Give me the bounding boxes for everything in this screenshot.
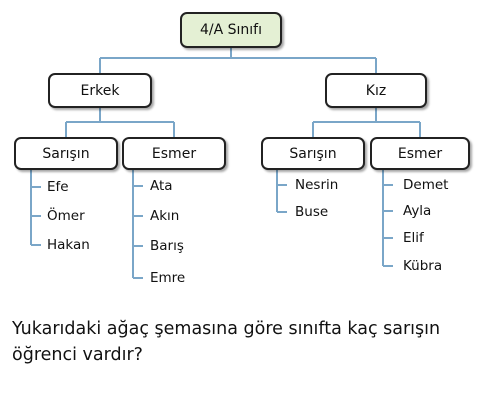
group-label: Erkek (80, 82, 120, 99)
question-text: Yukarıdaki ağaç şemasına göre sınıfta kaç sarışın öğrenci vardır? (12, 319, 441, 365)
subgroup-label: Sarışın (289, 145, 337, 162)
leaf-name: Ayla (403, 203, 432, 219)
root-node (180, 12, 282, 48)
root-label: 4/A Sınıfı (199, 22, 262, 38)
subgroup-label: Esmer (151, 145, 197, 162)
leaf-name: Demet (403, 177, 449, 193)
subgroup-node-erkek-sarisin (14, 137, 118, 170)
leaf-name: Hakan (47, 237, 90, 253)
group-label: Kız (365, 82, 387, 99)
leaf-name: Barış (150, 238, 184, 254)
leaf-name: Akın (150, 208, 180, 224)
leaf-name: Nesrin (295, 177, 339, 193)
leaf-name: Buse (295, 204, 329, 220)
leaf-name: Elif (403, 230, 424, 246)
leaf-name: Kübra (403, 258, 443, 274)
leaf-name: Ömer (47, 208, 85, 224)
subgroup-node-kiz-sarisin (261, 137, 365, 170)
leaf-name: Emre (150, 270, 186, 286)
leaf-name: Ata (150, 178, 173, 194)
group-node-kiz (325, 73, 427, 108)
group-node-erkek (48, 73, 152, 108)
subgroup-node-kiz-esmer (370, 137, 470, 170)
subgroup-label: Esmer (397, 145, 443, 162)
subgroup-node-erkek-esmer (122, 137, 226, 170)
subgroup-label: Sarışın (42, 145, 90, 162)
leaf-name: Efe (47, 179, 69, 195)
